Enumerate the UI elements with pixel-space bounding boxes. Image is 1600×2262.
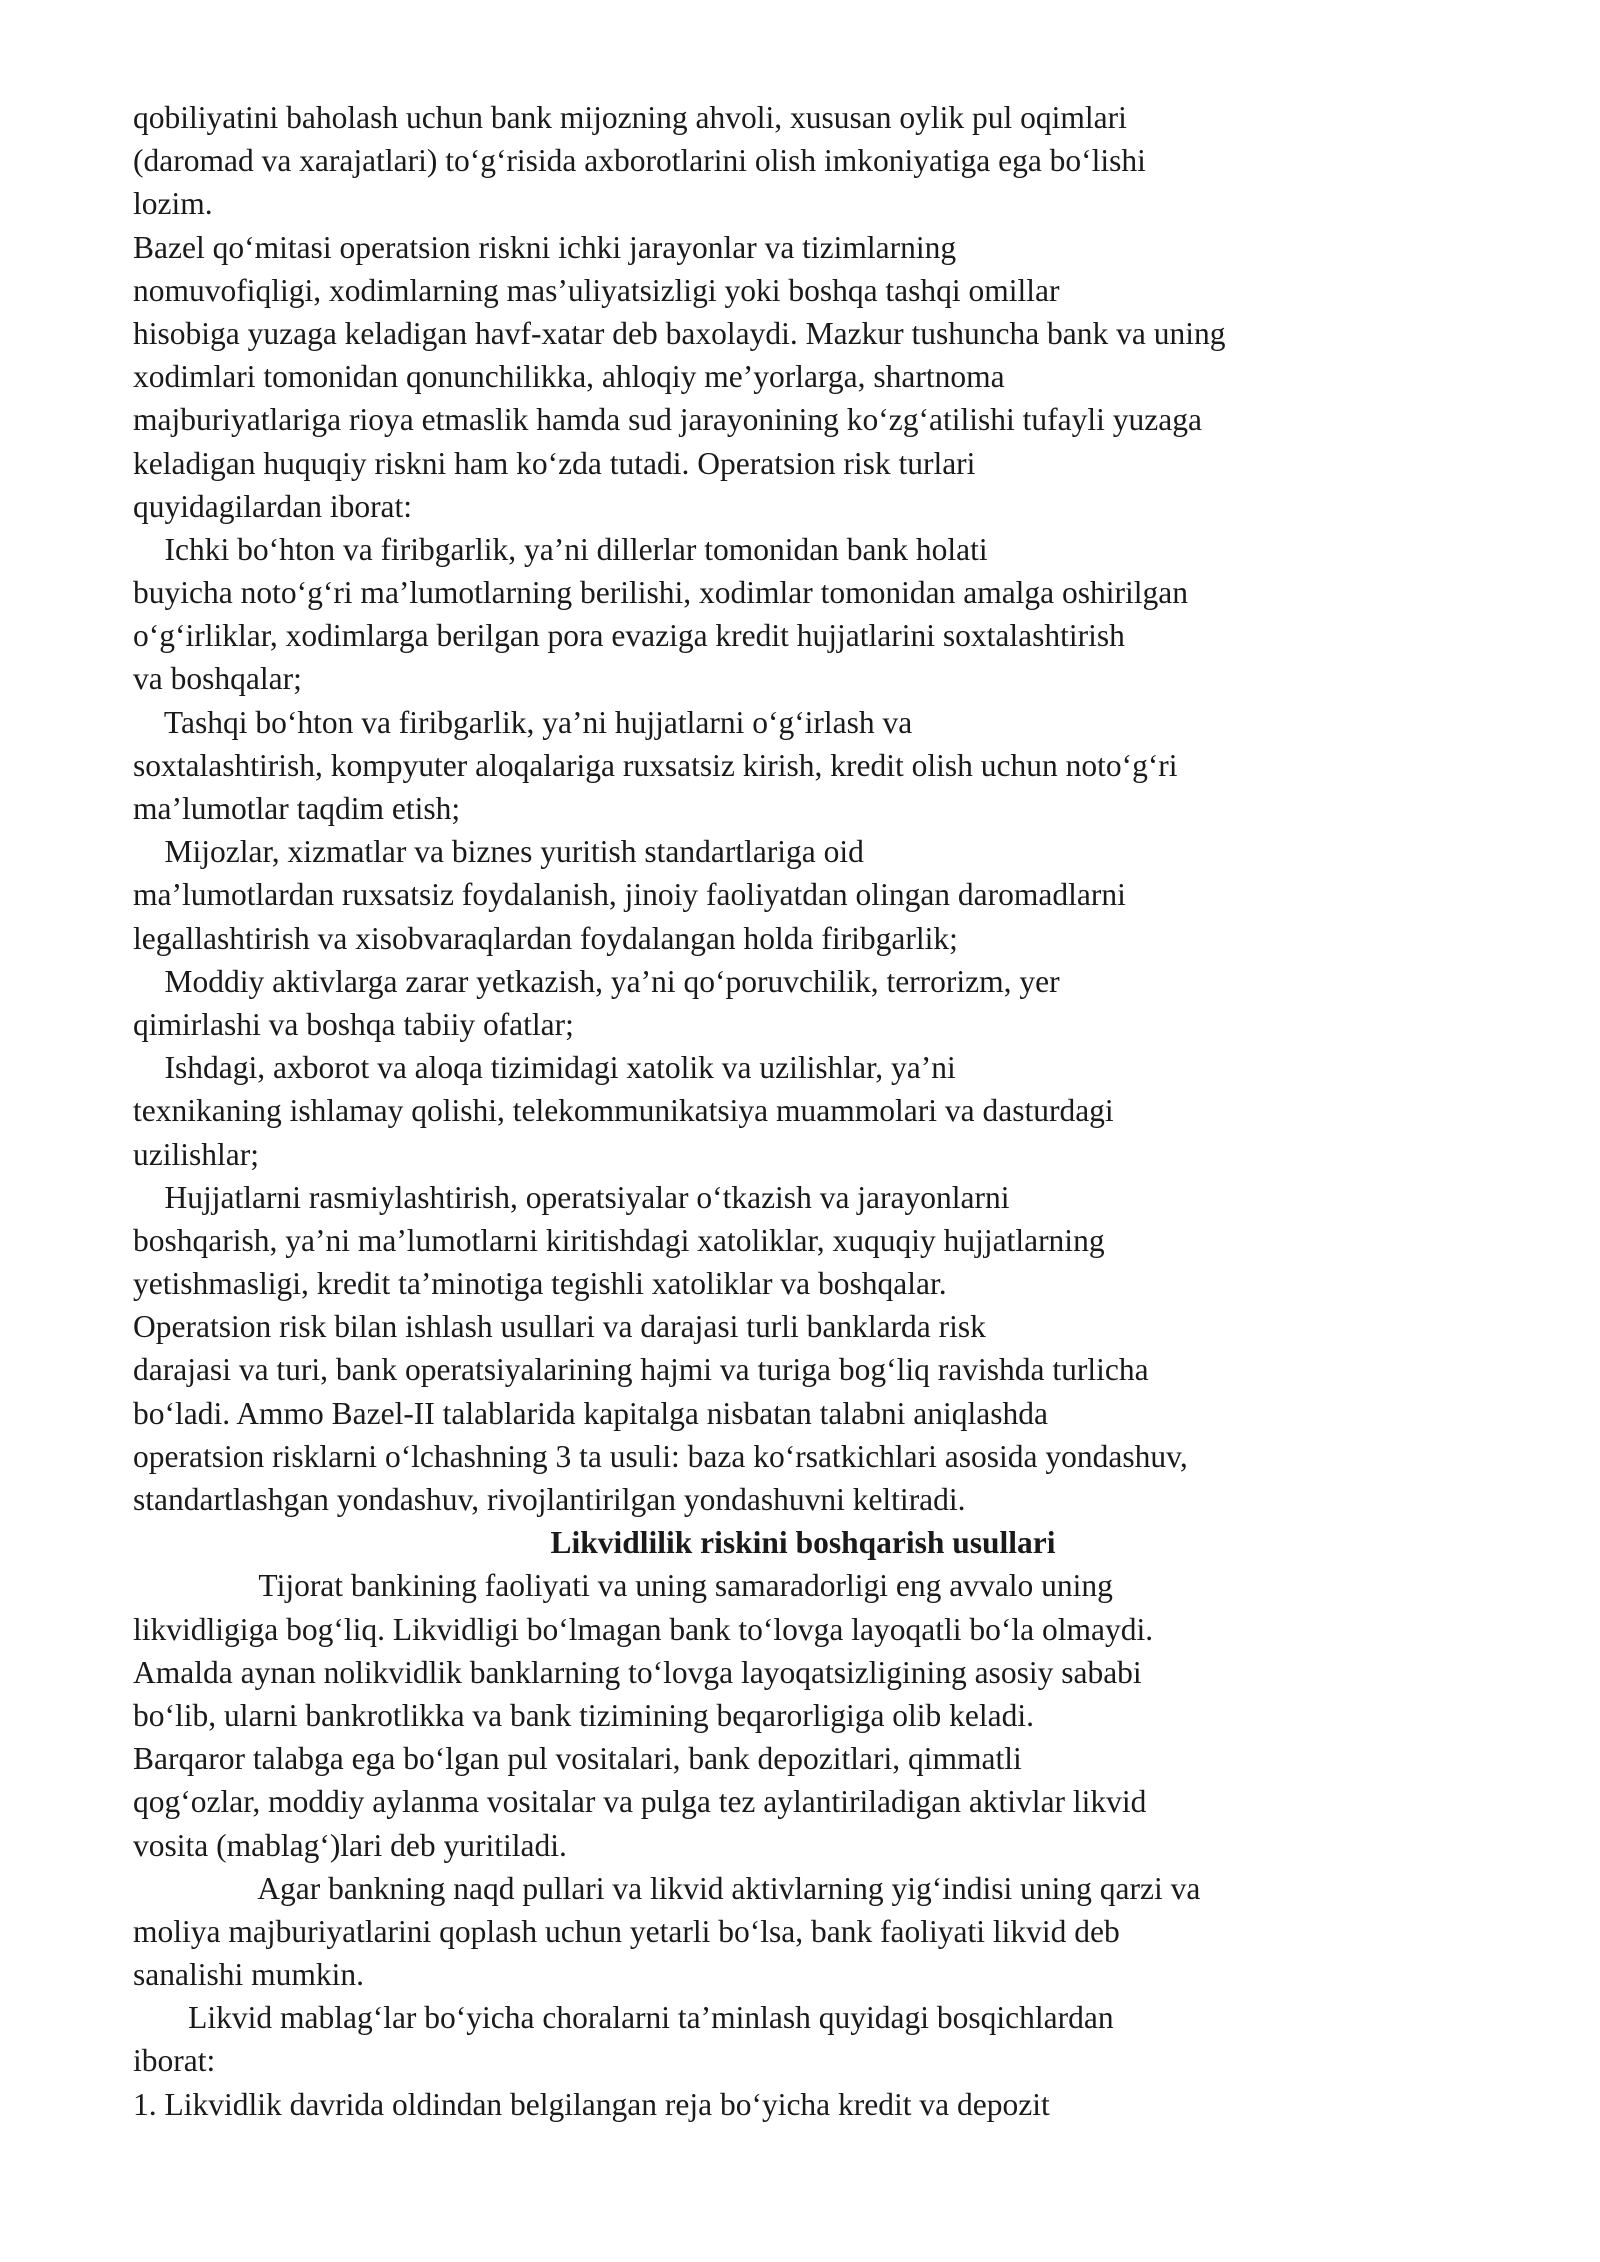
text-line: buyicha noto‘g‘ri ma’lumotlarning berilishi, xodimlar tomonidan amalga oshirilgan [133, 575, 1189, 611]
text-line: legallashtirish va xisobvaraqlardan foydalangan holda firibgarlik; [133, 920, 958, 956]
section-heading: Likvidlilik riskini boshqarish usullari [550, 1525, 1056, 1561]
text-line: Ichki bo‘hton va firibgarlik, ya’ni dillerlar tomonidan bank holati [133, 531, 988, 567]
text-line: ma’lumotlar taqdim etish; [133, 791, 461, 826]
text-line: va boshqalar; [133, 661, 302, 697]
text-line: moliya majburiyatlarini qoplash uchun yetarli bo‘lsa, bank faoliyati likvid deb [133, 1913, 1120, 1949]
text-line: soxtalashtirish, kompyuter aloqalariga ruxsatsiz kirish, kredit olish uchun noto‘g‘ri [133, 747, 1178, 783]
text-line: Ishdagi, axborot va aloqa tizimidagi xatolik va uzilishlar, ya’ni [133, 1050, 956, 1086]
text-line: Likvid mablag‘lar bo‘yicha choralarni ta’minlash quyidagi bosqichlardan [133, 2000, 1114, 2036]
text-line: operatsion risklarni o‘lchashning 3 ta usuli: baza ko‘rsatkichlari asosida yondashuv, [133, 1438, 1188, 1474]
text-line: uzilishlar; [133, 1136, 259, 1172]
text-line: ma’lumotlardan ruxsatsiz foydalanish, jinoiy faoliyatdan olingan daromadlarni [133, 877, 1126, 913]
text-line: xodimlari tomonidan qonunchilikka, ahloqiy me’yorlarga, shartnoma [133, 359, 1005, 395]
text-line: vosita (mablag‘)lari deb yuritiladi. [133, 1827, 567, 1863]
text-line: qobiliyatini baholash uchun bank mijozning ahvoli, xususan oylik pul oqimlari [133, 100, 1127, 135]
text-line: Operatsion risk bilan ishlash usullari va darajasi turli banklarda risk [133, 1309, 986, 1345]
text-line: nomuvofiqligi, xodimlarning mas’uliyatsizligi yoki boshqa tashqi omillar [133, 272, 1060, 308]
text-line: darajasi va turi, bank operatsiyalarining hajmi va turiga bog‘liq ravishda turlicha [133, 1352, 1149, 1388]
text-line: Moddiy aktivlarga zarar yetkazish, ya’ni qo‘poruvchilik, terrorizm, yer [133, 963, 1060, 999]
text-line: texnikaning ishlamay qolishi, telekommunikatsiya muammolari va dasturdagi [133, 1093, 1114, 1129]
text-line: Bazel qo‘mitasi operatsion riskni ichki jarayonlar va tizimlarning [133, 229, 957, 265]
text-line: lozim. [133, 186, 213, 222]
text-line: likvidligiga bog‘liq. Likvidligi bo‘lmagan bank to‘lovga layoqatli bo‘la olmaydi. [133, 1611, 1154, 1647]
text-line: quyidagilardan iborat: [133, 488, 413, 524]
text-line: keladigan huquqiy riskni ham ko‘zda tutadi. Operatsion risk turlari [133, 445, 976, 481]
text-line: Tashqi bo‘hton va firibgarlik, ya’ni hujjatlarni o‘g‘irlash va [133, 704, 913, 740]
text-line: Mijozlar, xizmatlar va biznes yuritish standartlariga oid [133, 834, 864, 870]
text-line: standartlashgan yondashuv, rivojlantirilgan yondashuvni keltiradi. [133, 1482, 966, 1517]
text-line: o‘g‘irliklar, xodimlarga berilgan pora evaziga kredit hujjatlarini soxtalashtirish [133, 618, 1125, 654]
text-line: qimirlashi va boshqa tabiiy ofatlar; [133, 1006, 574, 1042]
text-line: qog‘ozlar, moddiy aylanma vositalar va pulga tez aylantiriladigan aktivlar likvid [133, 1784, 1147, 1820]
text-line: boshqarish, ya’ni ma’lumotlarni kiritishdagi xatoliklar, xuquqiy hujjatlarning [133, 1222, 1105, 1258]
document-body [133, 96, 1513, 2126]
text-line: sanalishi mumkin. [133, 1957, 364, 1993]
text-line: bo‘ladi. Ammo Bazel-II talablarida kapitalga nisbatan talabni aniqlashda [133, 1395, 1048, 1431]
text-line: Tijorat bankining faoliyati va uning samaradorligi eng avvalo uning [133, 1568, 1113, 1604]
text-line: Amalda aynan nolikvidlik banklarning to‘lovga layoqatsizligining asosiy sababi [133, 1654, 1142, 1690]
text-line: 1. Likvidlik davrida oldindan belgilangan reja bo‘yicha kredit va depozit [133, 2086, 1050, 2122]
text-line: (daromad va xarajatlari) to‘g‘risida axborotlarini olish imkoniyatiga ega bo‘lishi [133, 143, 1146, 179]
text-line: Agar bankning naqd pullari va likvid aktivlarning yig‘indisi uning qarzi va [133, 1870, 1201, 1906]
text-line: Hujjatlarni rasmiylashtirish, operatsiyalar o‘tkazish va jarayonlarni [133, 1179, 1010, 1215]
text-line: majburiyatlariga rioya etmaslik hamda sud jarayonining ko‘zg‘atilishi tufayli yuzaga [133, 402, 1202, 438]
text-line: hisobiga yuzaga keladigan havf-xatar deb baxolaydi. Mazkur tushuncha bank va uning [133, 315, 1226, 351]
text-line: bo‘lib, ularni bankrotlikka va bank tizimining beqarorligiga olib keladi. [133, 1697, 1035, 1733]
text-line: Barqaror talabga ega bo‘lgan pul vositalari, bank depozitlari, qimmatli [133, 1741, 1022, 1777]
text-line: iborat: [133, 2043, 216, 2079]
text-line: yetishmasligi, kredit ta’minotiga tegishli xatoliklar va boshqalar. [133, 1266, 947, 1302]
